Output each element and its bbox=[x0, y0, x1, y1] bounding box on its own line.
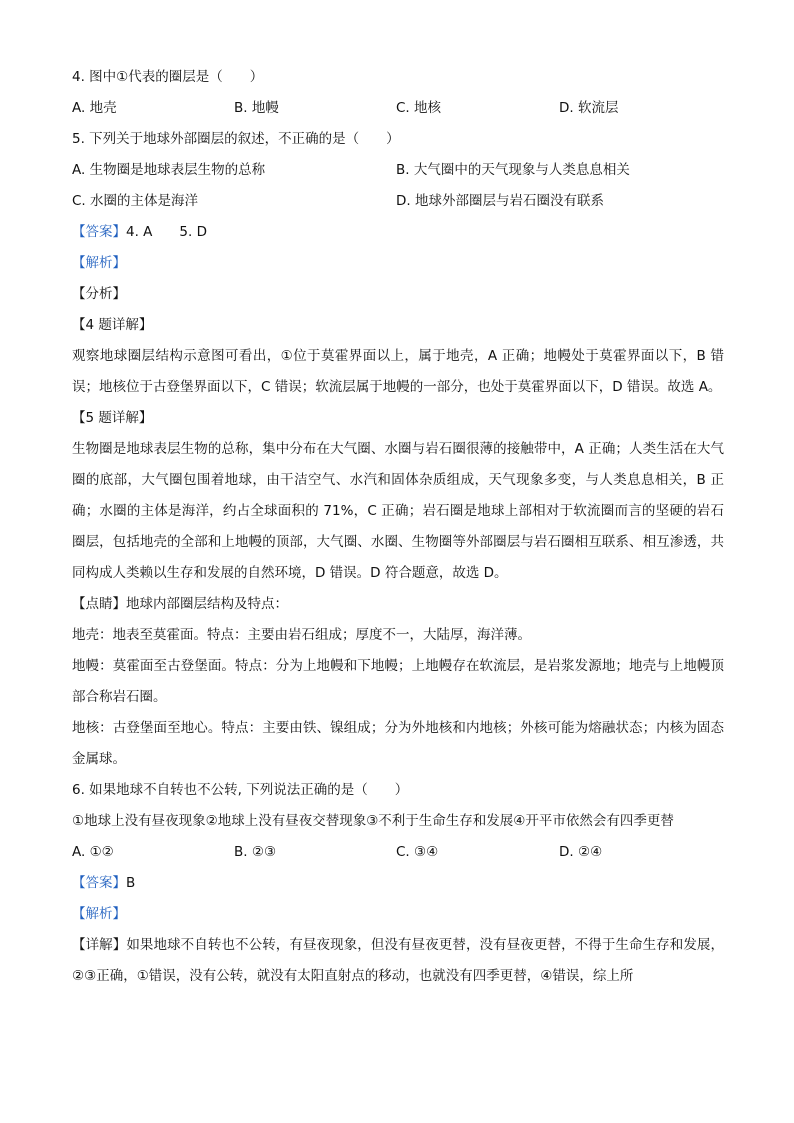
q6-statements: ①地球上没有昼夜现象②地球上没有昼夜交替现象③不利于生命生存和发展④开平市依然会有四季更替 bbox=[72, 813, 674, 829]
q6-option-d[interactable]: D. ②④ bbox=[559, 844, 603, 860]
detail-5-tag: 【5 题详解】 bbox=[72, 410, 153, 426]
answer-6 bbox=[72, 868, 724, 899]
detail-5-heading bbox=[72, 403, 724, 434]
q6-option-b[interactable]: B. ②③ bbox=[234, 844, 277, 860]
q4-options bbox=[72, 93, 724, 124]
q5-option-d[interactable]: D. 地球外部圈层与岩石圈没有联系 bbox=[396, 193, 604, 209]
fenxi-tag: 【分析】 bbox=[72, 286, 126, 302]
q6-option-a[interactable]: A. ①② bbox=[72, 844, 114, 860]
analysis-6-heading bbox=[72, 899, 724, 930]
q4-option-b[interactable]: B. 地幔 bbox=[234, 100, 279, 116]
detail-6-tag: 【详解】 bbox=[72, 937, 127, 953]
answer-tag: 【答案】 bbox=[72, 224, 126, 240]
q4-option-d[interactable]: D. 软流层 bbox=[559, 100, 619, 116]
q5-option-a[interactable]: A. 生物圈是地球表层生物的总称 bbox=[72, 162, 266, 178]
fenxi-heading bbox=[72, 279, 724, 310]
dianjing-crust: 地壳：地表至莫霍面。特点：主要由岩石组成；厚度不一，大陆厚，海洋薄。 bbox=[72, 627, 531, 643]
detail-4-text: 观察地球圈层结构示意图可看出，①位于莫霍界面以上，属于地壳，A 正确；地幔处于莫霍界面以下，B 错误；地核位于古登堡界面以下，C 错误；软流层属于地幔的一部分，也处于莫霍界面以下，D 错误。故选 A。 bbox=[72, 348, 724, 395]
q5-option-b[interactable]: B. 大气圈中的天气现象与人类息息相关 bbox=[396, 162, 630, 178]
analysis-tag: 【解析】 bbox=[72, 255, 126, 271]
q4-option-c[interactable]: C. 地核 bbox=[396, 100, 442, 116]
answer-6-tag: 【答案】 bbox=[72, 875, 126, 891]
q4-stem: 4. 图中①代表的圈层是（ ） bbox=[72, 69, 264, 85]
dianjing-core: 地核：古登堡面至地心。特点：主要由铁、镍组成；分为外地核和内地核；外核可能为熔融状态；内核为固态金属球。 bbox=[72, 720, 724, 767]
q5-options-row1 bbox=[72, 155, 724, 186]
detail-6-text: 如果地球不自转也不公转，有昼夜现象，但没有昼夜更替，没有昼夜更替，不得于生命生存和发展，②③正确，①错误，没有公转，就没有太阳直射点的移动，也就没有四季更替，④错误，综上所 bbox=[72, 937, 725, 984]
q5-option-c[interactable]: C. 水圈的主体是海洋 bbox=[72, 193, 199, 209]
q5-stem: 5. 下列关于地球外部圈层的叙述，不正确的是（ ） bbox=[72, 131, 400, 147]
q4-option-a[interactable]: A. 地壳 bbox=[72, 100, 117, 116]
q6-option-c[interactable]: C. ③④ bbox=[396, 844, 439, 860]
detail-4-tag: 【4 题详解】 bbox=[72, 317, 153, 333]
dianjing-title: 地球内部圈层结构及特点： bbox=[126, 596, 288, 612]
detail-4-heading bbox=[72, 310, 724, 341]
detail-5-text: 生物圈是地球表层生物的总称，集中分布在大气圈、水圈与岩石圈很薄的接触带中，A 正确；人类生活在大气圈的底部，大气圈包围着地球，由干洁空气、水汽和固体杂质组成，天气现象多变，与人类息息相关，B 正确；水圈的主体是海洋，约占全球面积的 71%，C 正确；岩石圈是地球上部相对于软流圈而言的坚硬的岩石圈层，包括地壳的全部和上地幔的顶部，大气圈、水圈、生物圈等外部圈层与岩石圈相互联系、相互渗透，共同构成人类赖以生存和发展的自然环境，D 错误。D 符合题意，故选 D。 bbox=[72, 441, 724, 581]
document-page bbox=[72, 62, 724, 992]
analysis-heading bbox=[72, 248, 724, 279]
q6-options bbox=[72, 837, 724, 868]
dianjing-mantle: 地幔：莫霍面至古登堡面。特点：分为上地幔和下地幔；上地幔存在软流层，是岩浆发源地；地壳与上地幔顶部合称岩石圈。 bbox=[72, 658, 724, 705]
dianjing-heading bbox=[72, 589, 724, 620]
analysis-6-tag: 【解析】 bbox=[72, 906, 126, 922]
answer-text: 4. A 5. D bbox=[126, 224, 207, 240]
detail-6 bbox=[72, 930, 724, 992]
answer-6-text: B bbox=[126, 875, 136, 891]
dianjing-tag: 【点睛】 bbox=[72, 596, 126, 612]
q5-options-row2 bbox=[72, 186, 724, 217]
q6-stem: 6. 如果地球不自转也不公转, 下列说法正确的是（ ） bbox=[72, 782, 409, 798]
answer-4-5 bbox=[72, 217, 724, 248]
